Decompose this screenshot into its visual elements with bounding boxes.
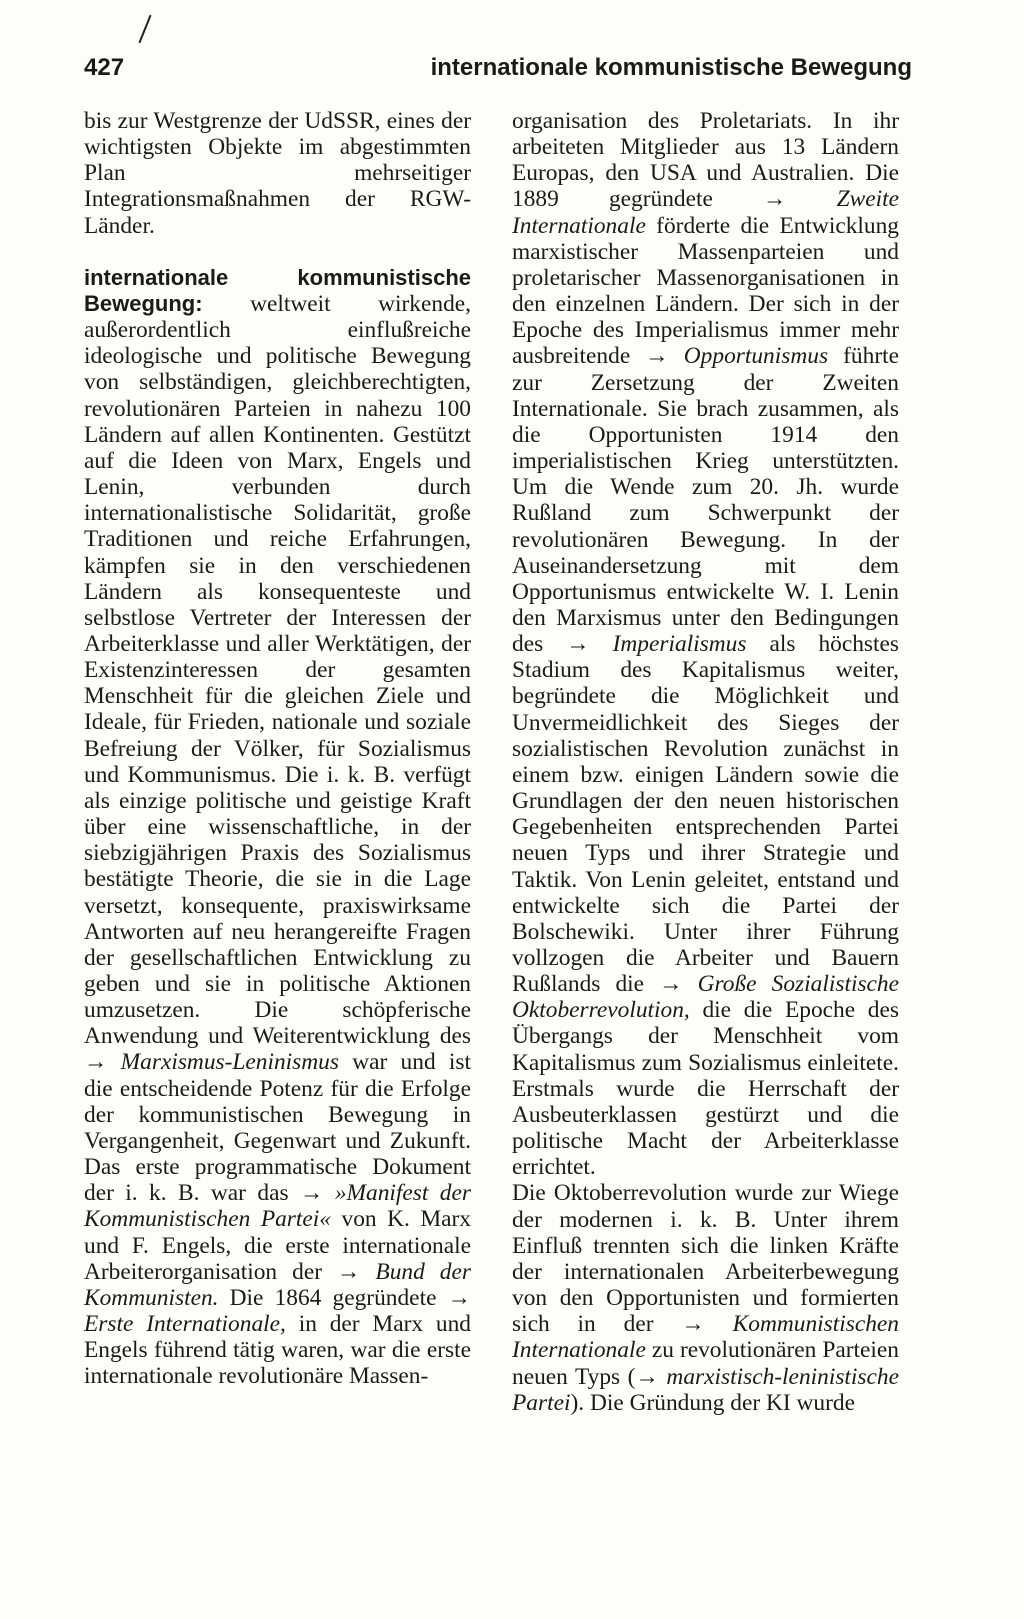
- left-column: [84, 108, 471, 1390]
- cross-reference-arrow-icon: →: [763, 186, 787, 213]
- cross-reference-manifest[interactable]: »Manifest der Kommunistischen Partei«: [84, 1180, 471, 1233]
- paragraph-continuation: bis zur Westgrenze der UdSSR, eines der wichtigsten Objekte im abgestimmten Plan mehrseitiger Integrationsmaßnahmen der RGW-Länder.: [84, 108, 471, 239]
- running-title: internationale kommunistische Bewegung: [430, 54, 912, 81]
- entry-international-communist-movement: internationale kommunistische Bewegung: weltweit wirkende, außerordentlich einflußreiche ideologische und politische Bewegung von selbständigen, gleichberechtigten, revolutionären Parteien in nahezu 100 Ländern auf allen Kontinenten. Gestützt auf die Ideen von Marx, Engels und Lenin, verbunden durch internationalistische Solidarität, große Traditionen und reiche Erfahrungen, kämpfen sie in den verschiedenen Ländern als konsequenteste und selbstlose Vertreter der Interessen der Arbeiterklasse und aller Werktätigen, der Existenzinteressen der gesamten Menschheit für die gleichen Ziele und Ideale, für Frieden, nationale und soziale Befreiung der Völker, für Sozialismus und Kommunismus. Die i. k. B. verfügt als einzige politische und geistige Kraft über eine wissenschaftliche, in der siebzigjährigen Praxis des Sozialismus bestätigte Theorie, die sie in die Lage versetzt, konsequente, praxiswirksame Antworten auf neu herangereifte Fragen der gesellschaftlichen Entwicklung zu geben und sie in politische Aktionen umzusetzen. Die schöpferische Anwendung und Weiterentwicklung des → Marxismus-Leninismus war und ist die entscheidende Potenz für die Erfolge der kommunistischen Bewegung in Vergangenheit, Gegenwart und Zukunft. Das erste programmatische Dokument der i. k. B. war das → »Manifest der Kommunistischen Partei« von K. Marx und F. Engels, die erste internationale Arbeiterorganisation der → Bund der Kommunisten. Die 1864 gegründete → Erste Internationale, in der Marx und Engels führend tätig waren, war die erste internationale revolutionäre Massen-: [84, 264, 471, 1390]
- paragraph: Die Oktoberrevolution wurde zur Wiege der modernen i. k. B. Unter ihrem Einfluß trennten sich die linken Kräfte der internationalen Arbeiterbewegung von den Opportunisten und formierten sich in der → Kommunistischen Internationale zu revolutionären Parteien neuen Typs (→ marxistisch-leninistische Partei). Die Gründung der KI wurde: [512, 1180, 899, 1416]
- right-column: [512, 108, 899, 1416]
- cross-reference-opportunismus[interactable]: Opportunismus: [683, 343, 829, 370]
- cross-reference-arrow-icon: →: [447, 1284, 471, 1311]
- cross-reference-arrow-icon: →: [681, 1311, 705, 1338]
- cross-reference-arrow-icon: →: [635, 1363, 659, 1390]
- cross-reference-marxistisch-leninistische-partei[interactable]: marxistisch-leninistische Partei: [512, 1363, 899, 1416]
- cross-reference-imperialismus[interactable]: Imperialismus: [612, 631, 747, 658]
- cross-reference-erste-internationale[interactable]: Erste Internationale,: [84, 1311, 286, 1338]
- margin-pen-stroke: [138, 15, 151, 44]
- cross-reference-zweite-internationale[interactable]: Zweite Internationale: [512, 186, 899, 239]
- cross-reference-arrow-icon: →: [300, 1180, 324, 1207]
- cross-reference-arrow-icon: →: [659, 971, 683, 998]
- cross-reference-marxismus-leninismus[interactable]: Marxismus-Leninismus: [120, 1049, 339, 1076]
- page-number: 427: [84, 54, 125, 81]
- cross-reference-arrow-icon: →: [337, 1258, 361, 1285]
- cross-reference-arrow-icon: →: [84, 1049, 108, 1076]
- cross-reference-oktoberrevolution[interactable]: Große Sozialistische Oktoberrevolution,: [512, 971, 900, 1024]
- cross-reference-arrow-icon: →: [566, 631, 590, 658]
- paragraph-continuation: organisation des Proletariats. In ihr arbeiteten Mitglieder aus 13 Ländern Europas, den USA und Australien. Die 1889 gegründete → Zweite Internationale förderte die Entwicklung marxistischer Massenparteien und proletarischer Massenorganisationen in den einzelnen Ländern. Der sich in der Epoche des Imperialismus immer mehr ausbreitende → Opportunismus führte zur Zersetzung der Zweiten Internationale. Sie brach zusammen, als die Opportunisten 1914 den imperialistischen Krieg unterstützten. Um die Wende zum 20. Jh. wurde Rußland zum Schwerpunkt der revolutionären Bewegung. In der Auseinandersetzung mit dem Opportunismus entwickelte W. I. Lenin den Marxismus unter den Bedingungen des → Imperialismus als höchstes Stadium des Kapitalismus weiter, begründete die Möglichkeit und Unvermeidlichkeit des Sieges der sozialistischen Revolution zunächst in einem bzw. einigen Ländern sowie die Grundlagen der den neuen historischen Gegebenheiten entsprechenden Partei neuen Typs und ihrer Strategie und Taktik. Von Lenin geleitet, entstand und entwickelte sich die Partei der Bolschewiki. Unter ihrer Führung vollzogen die Arbeiter und Bauern Rußlands die → Große Sozialistische Oktoberrevolution, die die Epoche des Übergangs der Menschheit vom Kapitalismus zum Sozialismus einleitete. Erstmals wurde die Herrschaft der Ausbeuterklassen gestürzt und die politische Macht der Arbeiterklasse errichtet.: [512, 108, 900, 1181]
- cross-reference-kommunistische-internationale[interactable]: Kommunistischen Internationale: [512, 1311, 899, 1364]
- entry-headword: internationale kommunistische Bewegung:: [84, 264, 471, 316]
- cross-reference-bund-der-kommunisten[interactable]: Bund der Kommunisten.: [84, 1258, 471, 1311]
- page-header: [84, 54, 912, 94]
- cross-reference-arrow-icon: →: [645, 343, 669, 370]
